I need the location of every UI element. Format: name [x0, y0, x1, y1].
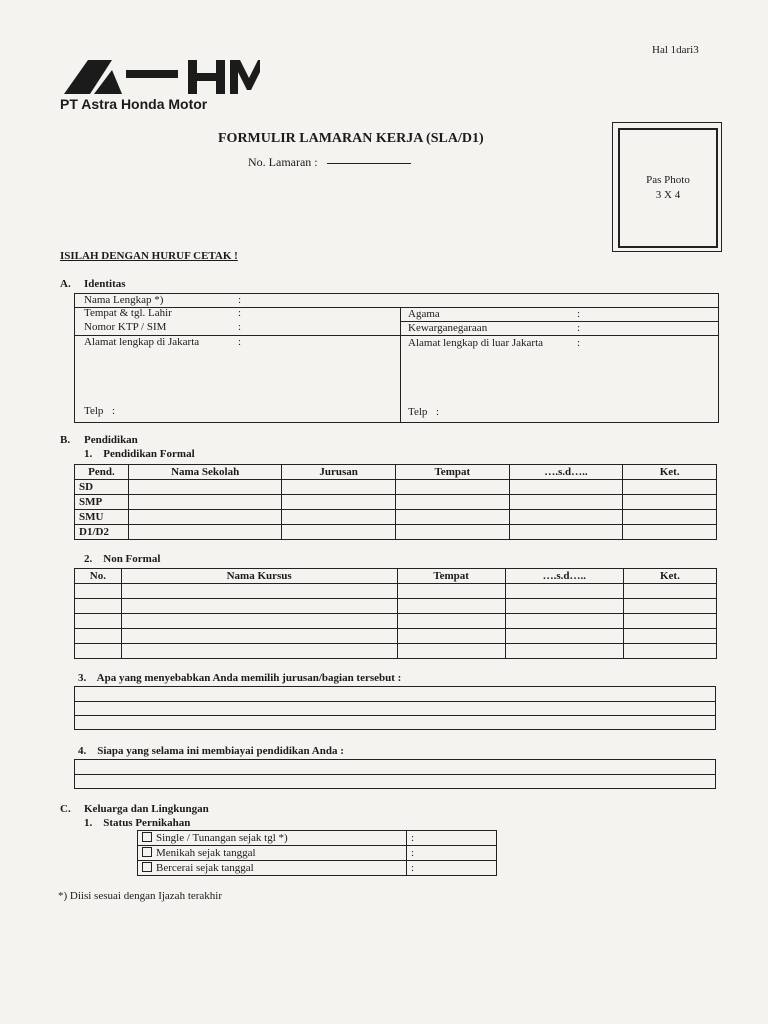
status-colon: : — [411, 846, 415, 859]
status-option-label: Single / Tunangan sejak tgl *) — [156, 831, 288, 844]
table-cell[interactable] — [623, 510, 717, 525]
status-value[interactable] — [407, 861, 497, 876]
status-option[interactable] — [138, 861, 407, 876]
table-cell[interactable] — [128, 495, 281, 510]
table-cell[interactable] — [121, 584, 397, 599]
table-cell[interactable] — [505, 644, 623, 659]
table-cell[interactable] — [397, 644, 505, 659]
formal-row-label: SMP — [75, 495, 129, 510]
question-4: 4. Siapa yang selama ini membiayai pendidikan Anda : — [78, 745, 344, 757]
table-cell[interactable] — [397, 584, 505, 599]
status-option[interactable] — [138, 831, 407, 846]
formal-row-label: D1/D2 — [75, 525, 129, 540]
formal-col-sd: ….s.d….. — [509, 465, 623, 480]
table-cell[interactable] — [509, 495, 623, 510]
table-row — [75, 584, 717, 599]
formal-col-sekolah: Nama Sekolah — [128, 465, 281, 480]
table-cell[interactable] — [128, 510, 281, 525]
table-cell[interactable] — [623, 480, 717, 495]
nonformal-header-row — [75, 569, 717, 584]
section-b-letter: B. — [60, 434, 71, 446]
nonformal-col-kursus: Nama Kursus — [121, 569, 397, 584]
table-row — [138, 846, 497, 861]
formal-col-jurusan: Jurusan — [282, 465, 396, 480]
table-cell[interactable] — [75, 644, 122, 659]
telp-label: Telp — [84, 405, 104, 417]
table-cell[interactable] — [128, 480, 281, 495]
checkbox-icon[interactable] — [142, 862, 152, 872]
section-c-letter: C. — [60, 803, 71, 815]
photo-box — [612, 122, 722, 252]
answer-4-box[interactable] — [74, 759, 716, 789]
table-cell[interactable] — [396, 510, 510, 525]
status-title: 1. Status Pernikahan — [84, 817, 191, 829]
status-value[interactable] — [407, 831, 497, 846]
kewarganegaraan-colon: : — [577, 322, 581, 334]
table-cell[interactable] — [397, 629, 505, 644]
table-cell[interactable] — [75, 614, 122, 629]
table-cell[interactable] — [396, 525, 510, 540]
table-cell[interactable] — [509, 510, 623, 525]
nonformal-col-ket: Ket. — [623, 569, 716, 584]
table-cell[interactable] — [282, 510, 396, 525]
table-row — [75, 510, 717, 525]
table-cell[interactable] — [623, 584, 716, 599]
table-cell[interactable] — [282, 495, 396, 510]
table-cell[interactable] — [128, 525, 281, 540]
table-cell[interactable] — [623, 614, 716, 629]
status-colon: : — [411, 861, 415, 874]
alamat-luar-label: Alamat lengkap di luar Jakarta — [408, 337, 544, 349]
formal-row-label: SD — [75, 480, 129, 495]
tempat-lahir-colon: : — [238, 307, 242, 319]
table-cell[interactable] — [623, 525, 717, 540]
formal-header-row — [75, 465, 717, 480]
formal-col-pend: Pend. — [75, 465, 129, 480]
company-name: PT Astra Honda Motor — [60, 96, 208, 112]
nonformal-table — [74, 568, 717, 659]
table-row — [75, 629, 717, 644]
tempat-lahir-label: Tempat & tgl. Lahir — [84, 307, 172, 319]
application-no-field[interactable] — [327, 163, 411, 164]
status-option-label: Menikah sejak tanggal — [156, 846, 256, 859]
table-row — [75, 614, 717, 629]
telp-colon: : — [112, 405, 116, 417]
table-row — [75, 480, 717, 495]
table-cell[interactable] — [121, 599, 397, 614]
table-cell[interactable] — [396, 480, 510, 495]
kewarganegaraan-label: Kewarganegaraan — [408, 322, 488, 334]
footnote: *) Diisi sesuai dengan Ijazah terakhir — [58, 890, 223, 902]
table-cell[interactable] — [75, 629, 122, 644]
table-row — [75, 644, 717, 659]
status-option-label: Bercerai sejak tanggal — [156, 861, 254, 874]
table-row — [75, 525, 717, 540]
table-cell[interactable] — [282, 525, 396, 540]
formal-col-tempat: Tempat — [396, 465, 510, 480]
table-cell[interactable] — [121, 644, 397, 659]
table-row — [75, 599, 717, 614]
ktp-colon: : — [238, 321, 242, 333]
nama-label: Nama Lengkap *) — [84, 294, 164, 306]
table-cell[interactable] — [509, 525, 623, 540]
status-option[interactable] — [138, 846, 407, 861]
table-cell[interactable] — [121, 614, 397, 629]
formal-table — [74, 464, 717, 540]
section-a-letter: A. — [60, 278, 71, 290]
table-cell[interactable] — [397, 599, 505, 614]
table-cell[interactable] — [623, 599, 716, 614]
table-cell[interactable] — [509, 480, 623, 495]
telp-luar-label: Telp — [408, 406, 428, 418]
nonformal-col-sd: ….s.d….. — [505, 569, 623, 584]
nonformal-title: 2. Non Formal — [84, 553, 161, 565]
checkbox-icon[interactable] — [142, 832, 152, 842]
table-row — [138, 861, 497, 876]
question-3: 3. Apa yang menyebabkan Anda memilih jurusan/bagian tersebut : — [78, 672, 402, 684]
formal-row-label: SMU — [75, 510, 129, 525]
status-table — [137, 830, 497, 876]
table-cell[interactable] — [282, 480, 396, 495]
table-cell[interactable] — [623, 644, 716, 659]
photo-size: 3 X 4 — [655, 189, 681, 201]
table-cell[interactable] — [397, 614, 505, 629]
ktp-label: Nomor KTP / SIM — [84, 321, 167, 333]
telp-luar-colon: : — [436, 406, 440, 418]
table-cell[interactable] — [396, 495, 510, 510]
section-a-title: Identitas — [84, 278, 126, 290]
table-cell[interactable] — [623, 495, 717, 510]
agama-label: Agama — [408, 308, 440, 320]
section-b-title: Pendidikan — [84, 434, 138, 446]
status-value[interactable] — [407, 846, 497, 861]
table-cell[interactable] — [75, 584, 122, 599]
section-c-title: Keluarga dan Lingkungan — [84, 803, 209, 815]
checkbox-icon[interactable] — [142, 847, 152, 857]
nama-colon: : — [238, 294, 242, 306]
company-logo — [60, 56, 260, 116]
table-cell[interactable] — [505, 614, 623, 629]
agama-colon: : — [577, 308, 581, 320]
table-cell[interactable] — [505, 599, 623, 614]
alamat-luar-colon: : — [577, 337, 581, 349]
status-colon: : — [411, 831, 415, 844]
alamat-jakarta-label: Alamat lengkap di Jakarta — [84, 336, 200, 348]
formal-col-ket: Ket. — [623, 465, 717, 480]
table-row — [138, 831, 497, 846]
form-title: FORMULIR LAMARAN KERJA (SLA/D1) — [218, 131, 484, 146]
table-cell[interactable] — [75, 599, 122, 614]
nonformal-col-tempat: Tempat — [397, 569, 505, 584]
table-cell[interactable] — [121, 629, 397, 644]
table-cell[interactable] — [623, 629, 716, 644]
identitas-table — [74, 293, 719, 423]
nonformal-col-no: No. — [75, 569, 122, 584]
answer-3-box[interactable] — [74, 686, 716, 730]
table-cell[interactable] — [505, 629, 623, 644]
table-cell[interactable] — [505, 584, 623, 599]
photo-label: Pas Photo — [646, 174, 690, 186]
instruction: ISILAH DENGAN HURUF CETAK ! — [60, 250, 238, 262]
formal-title: 1. Pendidikan Formal — [84, 448, 195, 460]
application-no-label: No. Lamaran : — [248, 155, 318, 169]
alamat-jakarta-colon: : — [238, 336, 242, 348]
table-row — [75, 495, 717, 510]
page-counter: Hal 1dari3 — [652, 44, 699, 56]
